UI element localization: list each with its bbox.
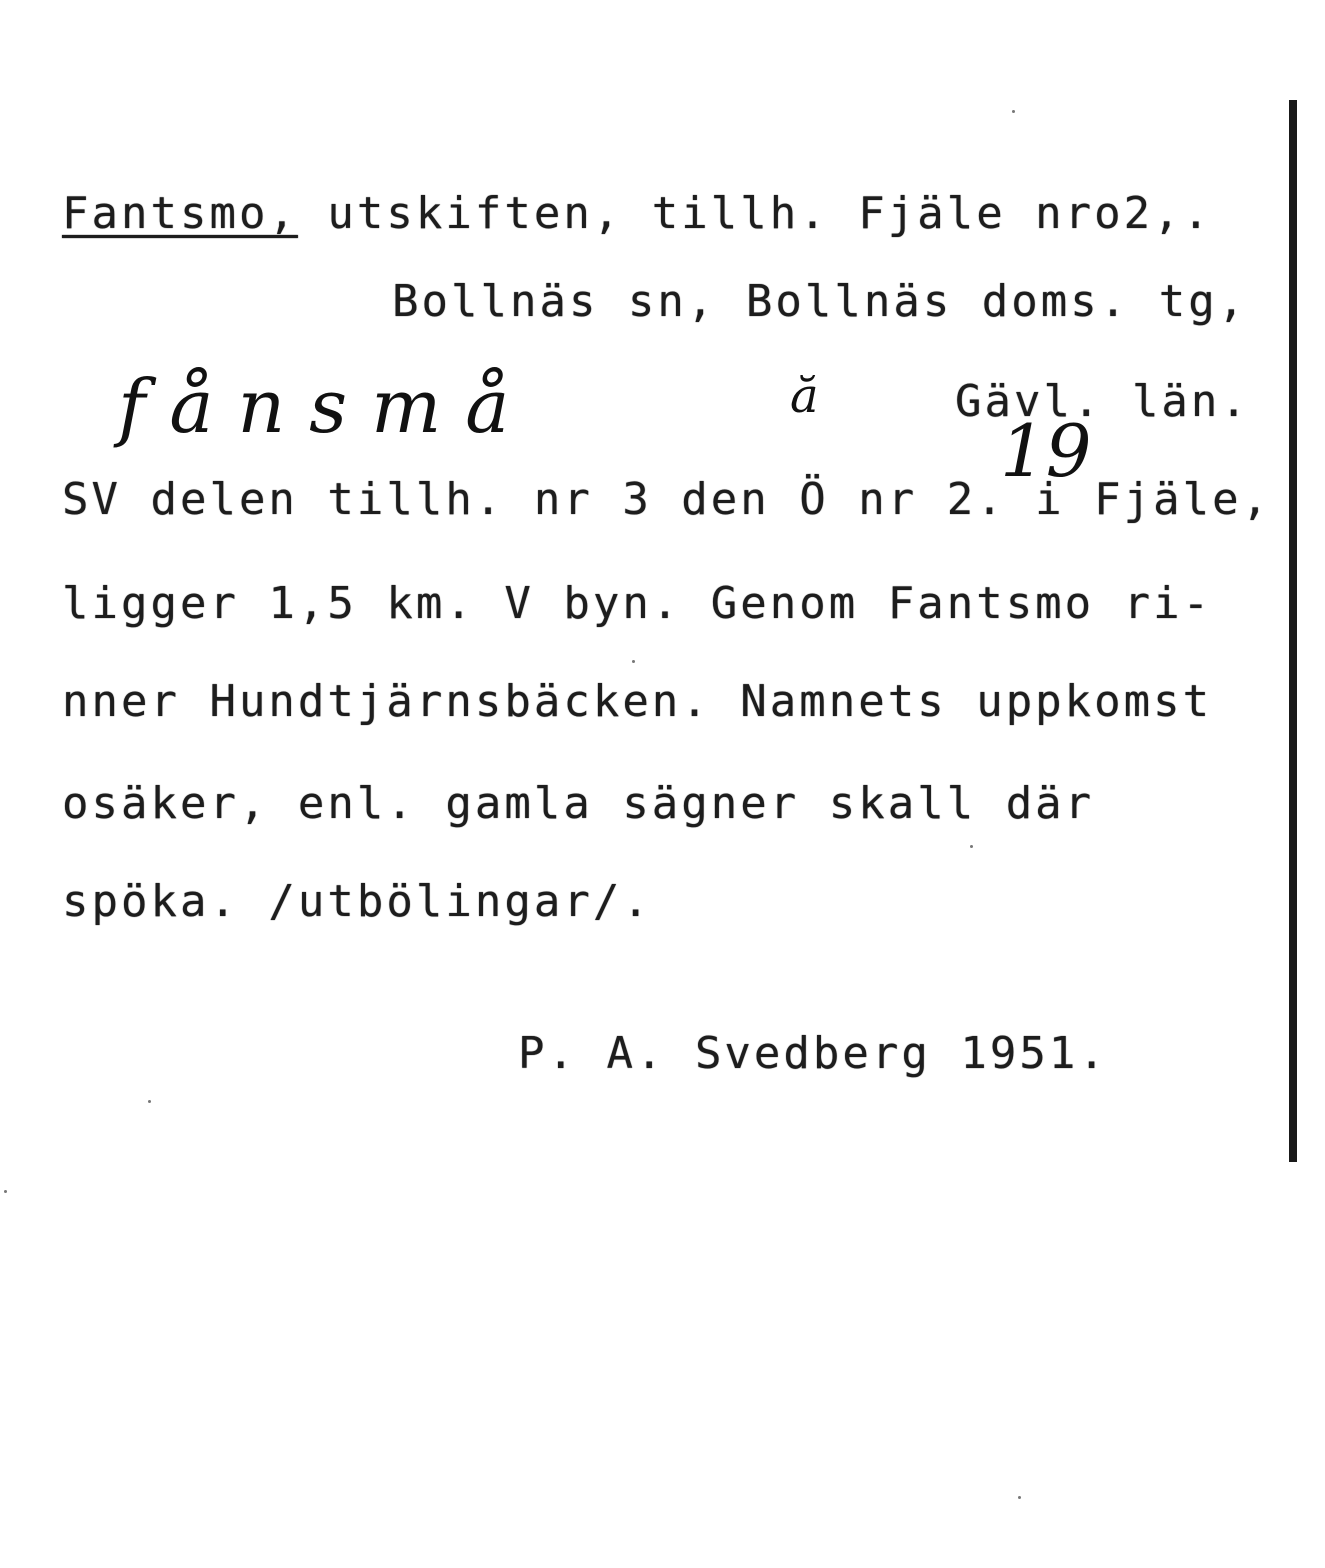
header-description: utskiften, tillh. Fjäle nro2,. [297, 188, 1213, 239]
accent-mark: ă [790, 368, 819, 424]
header-line [62, 188, 1213, 239]
speck-mark [632, 660, 635, 663]
body-line-3: nner Hundtjärnsbäcken. Namnets uppkomst [62, 676, 1213, 727]
signature-line: P. A. Svedberg 1951. [518, 1028, 1108, 1079]
speck-mark [970, 845, 973, 848]
parish-line: Bollnäs sn, Bollnäs doms. tg, [392, 276, 1248, 327]
body-line-1: SV delen tillh. nr 3 den Ö nr 2. i Fjäle, [62, 474, 1272, 525]
body-line-5: spöka. /utbölingar/. [62, 876, 652, 927]
phonetic-transcription: fånsmå [118, 364, 534, 450]
speck-mark [1012, 110, 1015, 113]
speck-mark [1018, 1496, 1021, 1499]
speck-mark [4, 1190, 7, 1193]
body-line-2: ligger 1,5 km. V byn. Genom Fantsmo ri- [62, 578, 1213, 629]
place-name: Fantsmo, [62, 188, 298, 239]
speck-mark [148, 1100, 151, 1103]
county-line: Gävl. län. [955, 376, 1250, 427]
card-edge-line [1289, 100, 1297, 1162]
body-line-4: osäker, enl. gamla sägner skall där [62, 778, 1095, 829]
handwritten-number: 19 [1000, 409, 1092, 493]
